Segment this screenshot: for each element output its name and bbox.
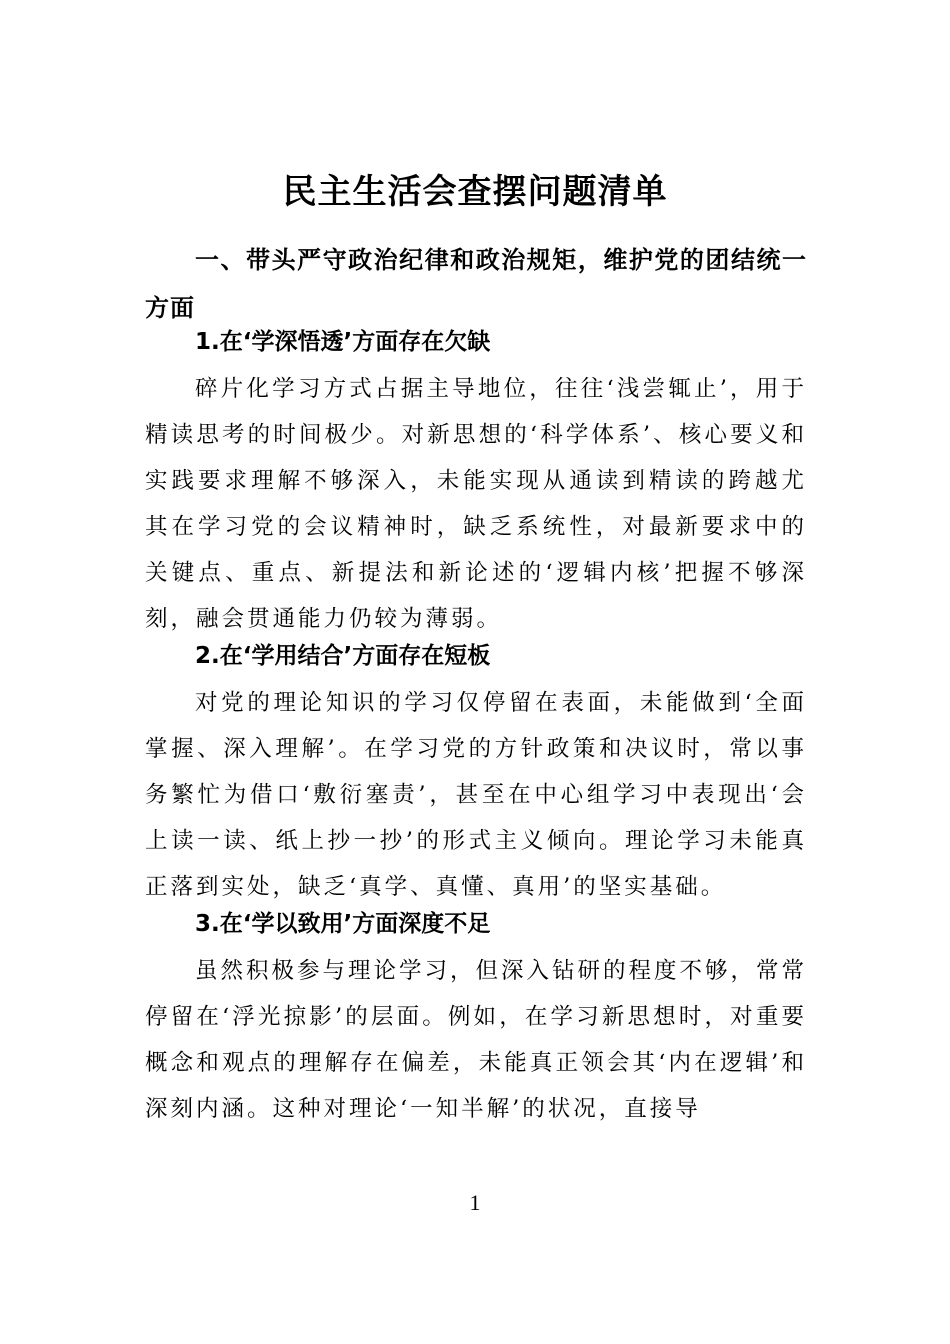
item-heading-1: 1.在‘学深悟透’方面存在欠缺 (195, 329, 491, 355)
item-body-1: 碎片化学习方式占据主导地位，往往‘浅尝辄止’，用于精读思考的时间极少。对新思想的‘科学体系’、核心要义和实践要求理解不够深入，未能实现从通读到精读的跨越尤其在学习党的会议精神时，缺乏系统性，对最新要求中的关键点、重点、新提法和新论述的‘逻辑内核’把握不够深刻，融会贯通能力仍较为薄弱。 (145, 376, 807, 632)
page-number: 1 (469, 1190, 481, 1215)
section-heading: 一、带头严守政治纪律和政治规矩，维护党的团结统一方面 (145, 246, 807, 322)
item-body-3: 虽然积极参与理论学习，但深入钻研的程度不够，常常停留在‘浮光掠影’的层面。例如，在学习新思想时，对重要概念和观点的理解存在偏差，未能真正领会其‘内在逻辑’和深刻内涵。这种对理论‘一知半解’的状况，直接导 (145, 958, 808, 1122)
page-title: 民主生活会查摆问题清单 (282, 172, 668, 212)
item-body-2: 对党的理论知识的学习仅停留在表面，未能做到‘全面掌握、深入理解’。在学习党的方针政策和决议时，常以事务繁忙为借口‘敷衍塞责’，甚至在中心组学习中表现出‘会上读一读、纸上抄一抄’的形式主义倾向。理论学习未能真正落到实处，缺乏‘真学、真懂、真用’的坚实基础。 (145, 690, 807, 900)
item-heading-3: 3.在‘学以致用’方面深度不足 (195, 911, 491, 937)
item-heading-2: 2.在‘学用结合’方面存在短板 (195, 643, 491, 669)
